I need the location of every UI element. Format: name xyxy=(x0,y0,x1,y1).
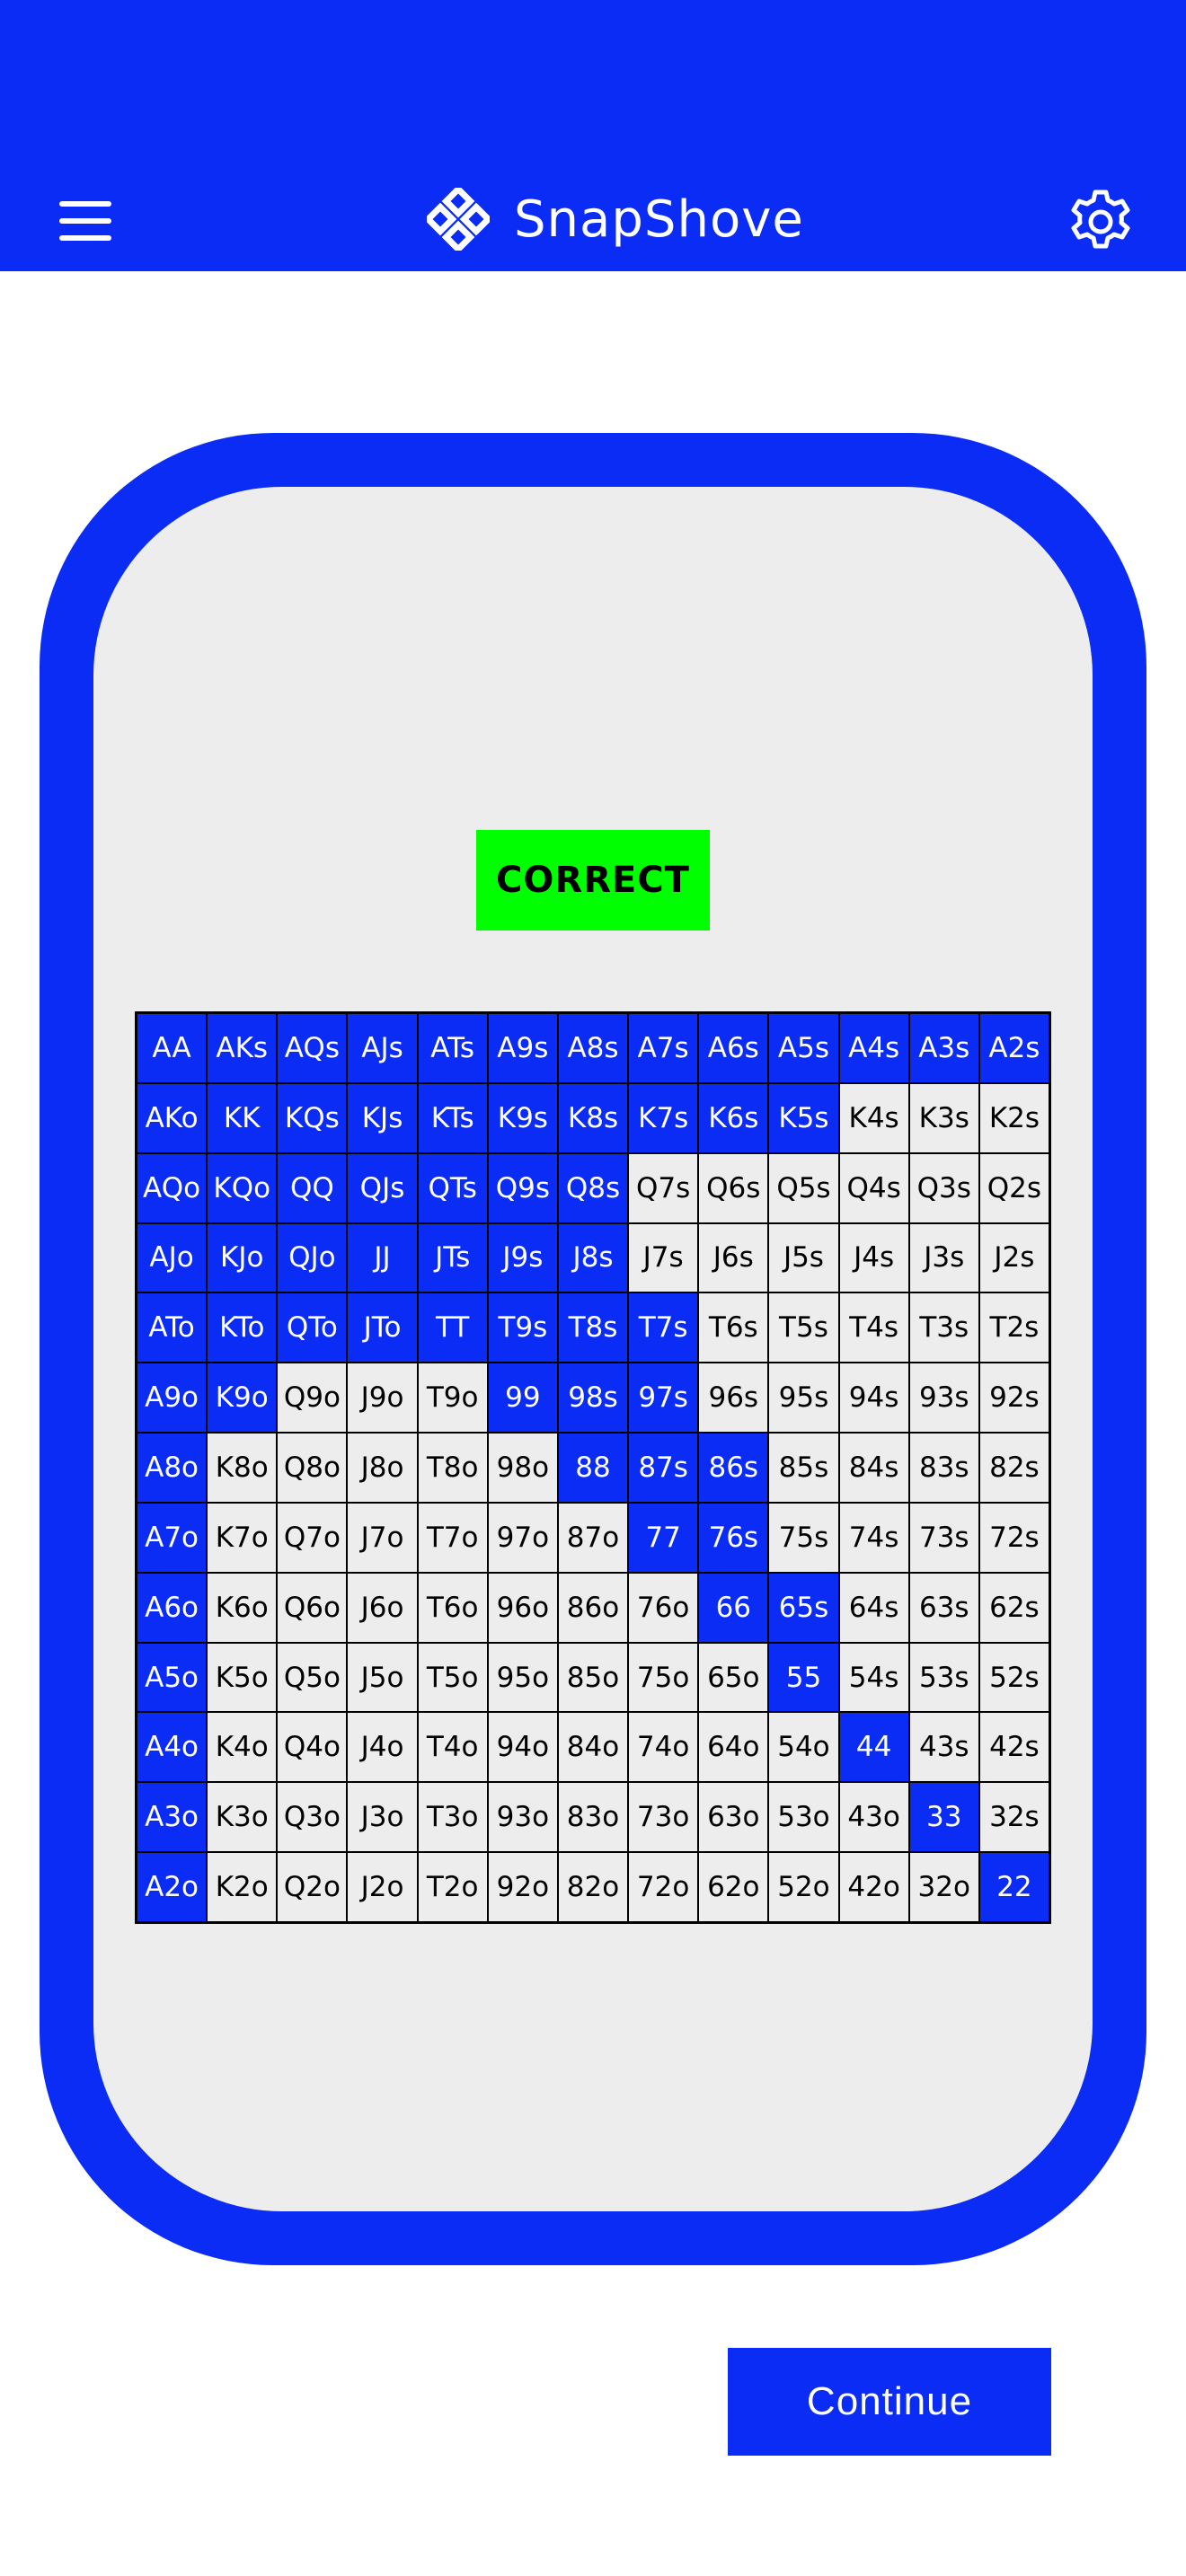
hand-cell: 82s xyxy=(980,1434,1049,1502)
hand-cell: K8o xyxy=(208,1434,276,1502)
hand-cell: KTo xyxy=(208,1293,276,1362)
app-brand xyxy=(422,176,804,262)
hand-cell: K9o xyxy=(208,1363,276,1432)
hand-cell: JTo xyxy=(348,1293,416,1362)
hand-cell: 53s xyxy=(910,1644,978,1712)
hand-cell: K9s xyxy=(489,1084,557,1152)
hand-cell: 73s xyxy=(910,1504,978,1572)
hand-cell: K2s xyxy=(980,1084,1049,1152)
hand-cell: T2s xyxy=(980,1293,1049,1362)
hand-cell: QQ xyxy=(278,1154,346,1222)
hand-cell: Q2s xyxy=(980,1154,1049,1222)
hand-cell: 75s xyxy=(769,1504,837,1572)
hand-cell: J7o xyxy=(348,1504,416,1572)
hand-cell: 88 xyxy=(559,1434,627,1502)
hand-cell: J3s xyxy=(910,1224,978,1292)
hand-cell: J9s xyxy=(489,1224,557,1292)
hand-cell: 53o xyxy=(769,1783,837,1851)
hand-cell: J6o xyxy=(348,1574,416,1642)
hand-cell: K8s xyxy=(559,1084,627,1152)
hand-cell: 93s xyxy=(910,1363,978,1432)
continue-button[interactable]: Continue xyxy=(728,2348,1051,2456)
hamburger-menu-icon xyxy=(59,218,111,224)
hand-cell: 72s xyxy=(980,1504,1049,1572)
hand-cell: T4o xyxy=(419,1713,487,1781)
hand-cell: T9s xyxy=(489,1293,557,1362)
hand-cell: 85s xyxy=(769,1434,837,1502)
hand-cell: 42o xyxy=(840,1853,908,1921)
hand-cell: Q7s xyxy=(629,1154,697,1222)
hand-cell: Q5o xyxy=(278,1644,346,1712)
hand-cell: 22 xyxy=(980,1853,1049,1921)
hand-cell: 65o xyxy=(699,1644,767,1712)
hand-cell: T9o xyxy=(419,1363,487,1432)
hand-cell: 33 xyxy=(910,1783,978,1851)
hand-cell: 97s xyxy=(629,1363,697,1432)
settings-button[interactable] xyxy=(1066,187,1136,257)
hand-cell: 62o xyxy=(699,1853,767,1921)
hand-cell: KK xyxy=(208,1084,276,1152)
hand-cell: 73o xyxy=(629,1783,697,1851)
hand-cell: 82o xyxy=(559,1853,627,1921)
hand-cell: KJs xyxy=(348,1084,416,1152)
hand-cell: A2o xyxy=(137,1853,206,1921)
hamburger-menu-icon xyxy=(59,235,111,241)
hand-cell: AKs xyxy=(208,1014,276,1082)
hand-cell: 54s xyxy=(840,1644,908,1712)
hand-cell: A5s xyxy=(769,1014,837,1082)
hand-cell: A8o xyxy=(137,1434,206,1502)
hand-cell: KQo xyxy=(208,1154,276,1222)
hand-cell: A6o xyxy=(137,1574,206,1642)
menu-button[interactable] xyxy=(52,196,120,246)
hand-cell: J4s xyxy=(840,1224,908,1292)
hand-cell: 96o xyxy=(489,1574,557,1642)
hand-cell: K5o xyxy=(208,1644,276,1712)
hand-cell: Q9o xyxy=(278,1363,346,1432)
hand-cell: J5o xyxy=(348,1644,416,1712)
result-card-inner xyxy=(93,487,1093,2211)
hand-cell: 76o xyxy=(629,1574,697,1642)
hand-cell: AQs xyxy=(278,1014,346,1082)
hand-cell: 62s xyxy=(980,1574,1049,1642)
hand-cell: 95o xyxy=(489,1644,557,1712)
hand-cell: J2o xyxy=(348,1853,416,1921)
hand-cell: A9o xyxy=(137,1363,206,1432)
hand-cell: 75o xyxy=(629,1644,697,1712)
hand-cell: 43s xyxy=(910,1713,978,1781)
hand-cell: Q7o xyxy=(278,1504,346,1572)
hand-cell: A6s xyxy=(699,1014,767,1082)
hand-cell: A4s xyxy=(840,1014,908,1082)
hand-cell: 55 xyxy=(769,1644,837,1712)
hand-cell: Q4o xyxy=(278,1713,346,1781)
hand-cell: 93o xyxy=(489,1783,557,1851)
hand-cell: K4o xyxy=(208,1713,276,1781)
result-badge: CORRECT xyxy=(476,830,710,931)
hand-cell: 84o xyxy=(559,1713,627,1781)
hand-cell: J7s xyxy=(629,1224,697,1292)
hand-cell: 87o xyxy=(559,1504,627,1572)
hand-cell: Q8o xyxy=(278,1434,346,1502)
hand-cell: Q3s xyxy=(910,1154,978,1222)
hand-cell: A9s xyxy=(489,1014,557,1082)
hand-cell: JJ xyxy=(348,1224,416,1292)
hand-cell: J8s xyxy=(559,1224,627,1292)
app-title: SnapShove xyxy=(514,190,804,249)
hand-cell: 99 xyxy=(489,1363,557,1432)
hand-cell: T3s xyxy=(910,1293,978,1362)
hand-cell: A7s xyxy=(629,1014,697,1082)
hand-cell: 43o xyxy=(840,1783,908,1851)
hand-cell: AJo xyxy=(137,1224,206,1292)
hand-cell: T8s xyxy=(559,1293,627,1362)
hand-cell: 54o xyxy=(769,1713,837,1781)
hand-cell: J6s xyxy=(699,1224,767,1292)
hand-cell: 65s xyxy=(769,1574,837,1642)
hand-cell: 87s xyxy=(629,1434,697,1502)
hand-cell: 64o xyxy=(699,1713,767,1781)
card-diamond-logo-icon xyxy=(422,183,494,255)
hand-cell: A2s xyxy=(980,1014,1049,1082)
hand-cell: 85o xyxy=(559,1644,627,1712)
hand-cell: Q3o xyxy=(278,1783,346,1851)
hand-cell: 63s xyxy=(910,1574,978,1642)
hand-cell: KQs xyxy=(278,1084,346,1152)
hand-cell: 32s xyxy=(980,1783,1049,1851)
hand-cell: JTs xyxy=(419,1224,487,1292)
hand-cell: TT xyxy=(419,1293,487,1362)
hand-cell: AKo xyxy=(137,1084,206,1152)
hand-cell: K3o xyxy=(208,1783,276,1851)
hand-cell: A3o xyxy=(137,1783,206,1851)
hand-cell: 98o xyxy=(489,1434,557,1502)
hand-cell: 52s xyxy=(980,1644,1049,1712)
hand-cell: QJs xyxy=(348,1154,416,1222)
hand-cell: 63o xyxy=(699,1783,767,1851)
hand-cell: T2o xyxy=(419,1853,487,1921)
hand-cell: 96s xyxy=(699,1363,767,1432)
hand-cell: 94s xyxy=(840,1363,908,1432)
hand-cell: T7s xyxy=(629,1293,697,1362)
hand-cell: Q4s xyxy=(840,1154,908,1222)
hand-cell: KTs xyxy=(419,1084,487,1152)
hand-cell: J5s xyxy=(769,1224,837,1292)
gear-icon xyxy=(1066,187,1136,257)
hand-cell: 97o xyxy=(489,1504,557,1572)
hand-cell: AJs xyxy=(348,1014,416,1082)
hand-cell: T6s xyxy=(699,1293,767,1362)
hand-cell: T5o xyxy=(419,1644,487,1712)
hand-cell: K4s xyxy=(840,1084,908,1152)
hand-cell: Q9s xyxy=(489,1154,557,1222)
hand-cell: 76s xyxy=(699,1504,767,1572)
hand-cell: J9o xyxy=(348,1363,416,1432)
hand-cell: 32o xyxy=(910,1853,978,1921)
hand-cell: 74o xyxy=(629,1713,697,1781)
hand-cell: Q5s xyxy=(769,1154,837,1222)
hand-cell: A7o xyxy=(137,1504,206,1572)
hand-cell: QJo xyxy=(278,1224,346,1292)
hand-cell: 64s xyxy=(840,1574,908,1642)
hand-cell: T4s xyxy=(840,1293,908,1362)
hand-cell: 98s xyxy=(559,1363,627,1432)
hand-cell: 83o xyxy=(559,1783,627,1851)
hand-cell: A5o xyxy=(137,1644,206,1712)
hand-cell: 84s xyxy=(840,1434,908,1502)
hand-cell: QTs xyxy=(419,1154,487,1222)
hand-cell: 94o xyxy=(489,1713,557,1781)
hand-cell: 86o xyxy=(559,1574,627,1642)
hand-cell: K6s xyxy=(699,1084,767,1152)
hand-cell: 86s xyxy=(699,1434,767,1502)
hand-cell: 92o xyxy=(489,1853,557,1921)
hand-cell: 95s xyxy=(769,1363,837,1432)
hand-cell: 42s xyxy=(980,1713,1049,1781)
hand-cell: 77 xyxy=(629,1504,697,1572)
hand-cell: T6o xyxy=(419,1574,487,1642)
hand-cell: 92s xyxy=(980,1363,1049,1432)
hand-cell: AQo xyxy=(137,1154,206,1222)
hand-cell: T8o xyxy=(419,1434,487,1502)
hand-cell: J3o xyxy=(348,1783,416,1851)
hand-cell: QTo xyxy=(278,1293,346,1362)
hand-cell: A8s xyxy=(559,1014,627,1082)
hand-cell: KJo xyxy=(208,1224,276,1292)
hand-cell: 74s xyxy=(840,1504,908,1572)
hand-cell: ATo xyxy=(137,1293,206,1362)
hand-cell: T7o xyxy=(419,1504,487,1572)
hand-cell: 83s xyxy=(910,1434,978,1502)
hand-cell: T3o xyxy=(419,1783,487,1851)
hand-cell: 66 xyxy=(699,1574,767,1642)
hand-cell: K7s xyxy=(629,1084,697,1152)
hand-cell: T5s xyxy=(769,1293,837,1362)
hand-cell: AA xyxy=(137,1014,206,1082)
hand-cell: J8o xyxy=(348,1434,416,1502)
hand-cell: J4o xyxy=(348,1713,416,1781)
hand-range-grid xyxy=(135,1011,1051,1924)
hand-cell: 52o xyxy=(769,1853,837,1921)
hand-cell: 44 xyxy=(840,1713,908,1781)
hand-cell: A4o xyxy=(137,1713,206,1781)
hand-cell: Q6s xyxy=(699,1154,767,1222)
hand-cell: K5s xyxy=(769,1084,837,1152)
result-card xyxy=(40,433,1146,2265)
hamburger-menu-icon xyxy=(59,201,111,207)
hand-cell: Q6o xyxy=(278,1574,346,1642)
hand-cell: Q2o xyxy=(278,1853,346,1921)
hand-cell: K3s xyxy=(910,1084,978,1152)
hand-cell: J2s xyxy=(980,1224,1049,1292)
hand-cell: K7o xyxy=(208,1504,276,1572)
hand-cell: Q8s xyxy=(559,1154,627,1222)
hand-cell: K2o xyxy=(208,1853,276,1921)
hand-cell: ATs xyxy=(419,1014,487,1082)
app-header xyxy=(0,0,1186,271)
hand-cell: A3s xyxy=(910,1014,978,1082)
hand-cell: K6o xyxy=(208,1574,276,1642)
hand-cell: 72o xyxy=(629,1853,697,1921)
